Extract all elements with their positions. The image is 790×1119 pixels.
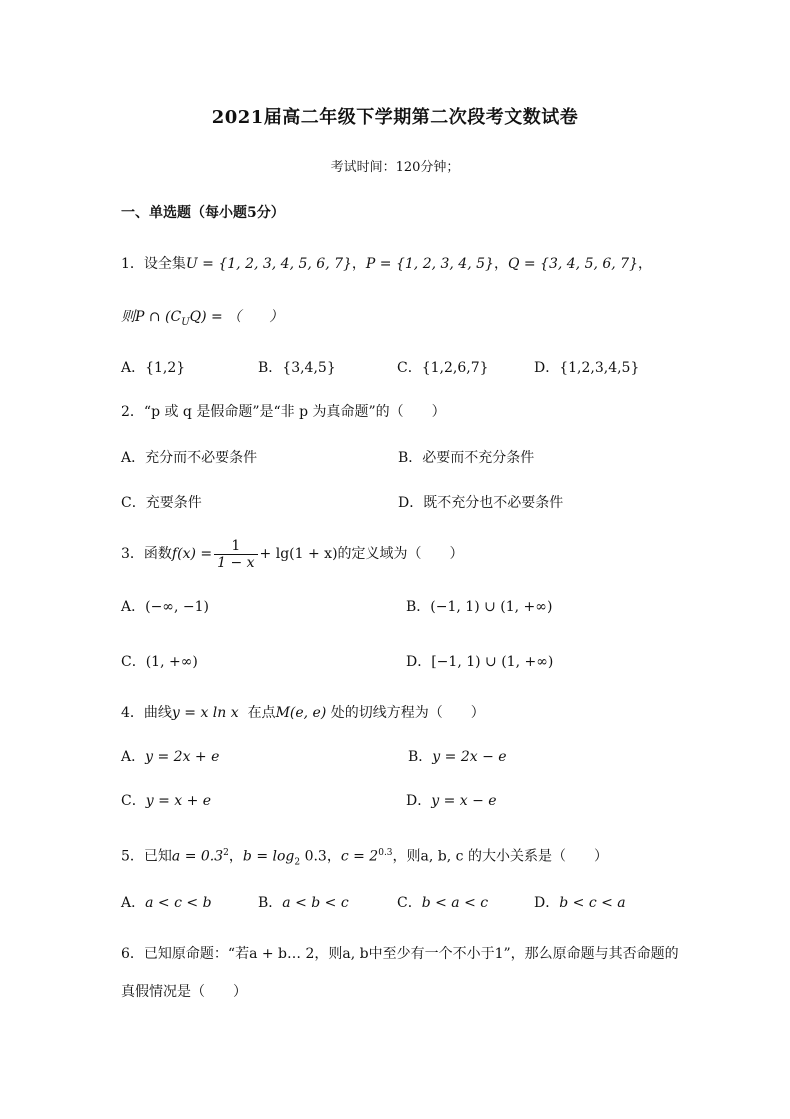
q5-c-def: c = 2 [340, 848, 379, 865]
q1-expr: 则P ∩ (C [121, 309, 182, 325]
exam-time: 考试时间：120分钟； [330, 160, 460, 175]
q6-stem-line1: 6．已知原命题：“若a + b… 2，则a, b中至少有一个不小于1”，那么原命题与其否命题的 [121, 946, 679, 962]
q3-prefix: 3．函数 [121, 546, 172, 562]
q2-option-a: A．充分而不必要条件 [121, 450, 258, 466]
q3-numerator: 1 [214, 538, 257, 555]
q4-d-label: D． [406, 793, 432, 809]
q5-b-label: B． [258, 895, 283, 911]
q1-option-b: B．{3,4,5} [258, 360, 336, 376]
q4-a-label: A． [121, 749, 146, 765]
q4-point: M(e, e) [275, 705, 327, 721]
q4-mid: 在点 [247, 705, 276, 721]
q5-a-def: a = 0.3 [171, 848, 224, 865]
q1-sub: U [181, 316, 190, 328]
q3-option-a: A．(−∞, −1) [121, 599, 209, 615]
exam-title: 2021届高二年级下学期第二次段考文数试卷 [211, 107, 579, 128]
q2-option-d: D．既不充分也不必要条件 [398, 495, 564, 511]
q3-option-c: C．(1, +∞) [121, 654, 198, 670]
q2-option-b: B．必要而不充分条件 [398, 450, 535, 466]
q5-b-arg: 0.3 [304, 848, 327, 865]
q4-curve: y = x ln x [171, 705, 239, 721]
q5-comma: ， [326, 848, 341, 865]
q4-d-expr: y = x − e [431, 793, 497, 809]
q5-a-label: A． [121, 895, 146, 911]
q3-suffix: 的定义域为（ ） [337, 546, 464, 562]
section-heading: 一、单选题（每小题5分） [121, 205, 285, 221]
q5-option-d [534, 893, 626, 913]
q1-prefix: 1．设全集 [121, 256, 186, 272]
q1-option-d: D．{1,2,3,4,5} [534, 360, 640, 376]
q1-stem [121, 254, 652, 274]
q5-d-expr: b < c < a [559, 895, 626, 911]
q5-d-label: D． [534, 895, 560, 911]
q4-option-c [121, 791, 211, 811]
q5-c-expr: b < a < c [421, 895, 489, 911]
q5-stem [121, 843, 608, 872]
q1-sep: ， [351, 256, 366, 272]
q1-set-p: P = {1, 2, 3, 4, 5} [365, 256, 494, 272]
q6-stem-line2: 真假情况是（ ） [121, 984, 247, 1000]
q1-sep: ， [638, 256, 652, 272]
q5-option-c [397, 893, 488, 913]
q2-option-c: C．充要条件 [121, 495, 202, 511]
q3-fx: f(x) = [171, 546, 213, 562]
q4-stem [121, 703, 485, 723]
q3-option-b: B．(−1, 1) ∪ (1, +∞) [406, 599, 553, 615]
q3-denominator: 1 − x [217, 554, 255, 571]
q5-comma: ， [228, 848, 243, 865]
q3-stem [121, 537, 464, 571]
q5-a-exp: 2 [223, 848, 229, 858]
q4-c-label: C． [121, 793, 146, 809]
q3-fraction [214, 538, 257, 571]
q5-a-expr: a < c < b [145, 895, 212, 911]
q1-sep: ， [493, 256, 508, 272]
q5-b-def: b = log [242, 848, 295, 865]
q4-b-expr: y = 2x − e [432, 749, 507, 765]
q4-option-a [121, 747, 219, 767]
q1-set-u: U = {1, 2, 3, 4, 5, 6, 7} [185, 256, 352, 272]
q2-stem: 2．“p 或 q 是假命题”是“非 p 为真命题”的（ ） [121, 404, 446, 420]
q1-expr-end: Q) = （ ） [189, 309, 284, 325]
q3-option-d: D．[−1, 1) ∪ (1, +∞) [406, 654, 554, 670]
q4-a-expr: y = 2x + e [145, 749, 220, 765]
q5-option-b [258, 893, 349, 913]
q4-c-expr: y = x + e [145, 793, 212, 809]
q5-suffix: ，则a, b, c 的大小关系是（ ） [392, 848, 608, 865]
q5-c-exp: 0.3 [378, 848, 393, 858]
q4-option-b [408, 747, 507, 767]
q1-option-c: C．{1,2,6,7} [397, 360, 489, 376]
q1-set-q: Q = {3, 4, 5, 6, 7} [507, 256, 638, 272]
q5-c-label: C． [397, 895, 422, 911]
q5-b-expr: a < b < c [282, 895, 349, 911]
q4-suffix: 处的切线方程为（ ） [330, 705, 485, 721]
q4-prefix: 4．曲线 [121, 705, 172, 721]
q4-option-d [406, 791, 497, 811]
q5-option-a [121, 893, 212, 913]
q1-stem-line2 [121, 307, 283, 333]
q3-rest: + lg(1 + x) [259, 546, 338, 562]
q4-b-label: B． [408, 749, 433, 765]
q5-prefix: 5．已知 [121, 848, 172, 865]
q1-option-a: A．{1,2} [121, 360, 186, 376]
q5-b-sub: 2 [294, 857, 301, 868]
